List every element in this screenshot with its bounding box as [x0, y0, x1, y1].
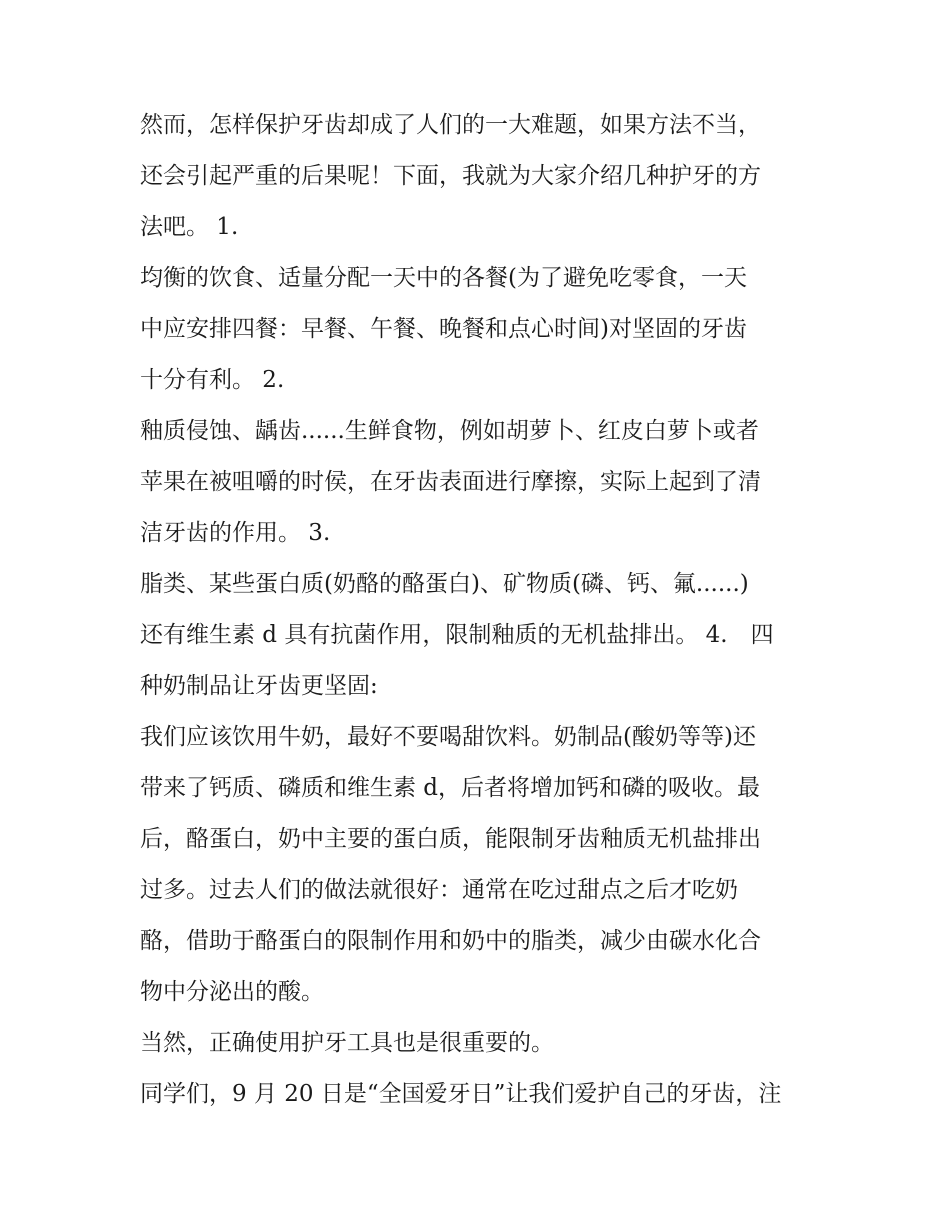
text-line: 均衡的饮食、适量分配一天中的各餐(为了避免吃零食，一天 [140, 265, 747, 291]
text-line: 我们应该饮用牛奶，最好不要喝甜饮料。奶制品(酸奶等等)还 [140, 724, 756, 750]
text-line: 然而，怎样保护牙齿却成了人们的一大难题，如果方法不当， [140, 112, 761, 138]
text-line: 物中分泌出的酸。 [140, 979, 324, 1005]
text-line: 还会引起严重的后果呢！下面，我就为大家介绍几种护牙的方 [140, 163, 761, 189]
text-line: 过多。过去人们的做法就很好：通常在吃过甜点之后才吃奶 [140, 877, 738, 903]
text-line: 脂类、某些蛋白质(奶酪的酪蛋白)、矿物质(磷、钙、氟......) [140, 571, 749, 597]
text-line: 法吧。 1. [140, 214, 239, 240]
text-line: 釉质侵蚀、龋齿......生鲜食物，例如胡萝卜、红皮白萝卜或者 [140, 418, 759, 444]
body-text [140, 100, 820, 1120]
text-line: 同学们，9 月 20 日是“全国爱牙日”让我们爱护自己的牙齿，注 [140, 1081, 782, 1107]
text-line: 带来了钙质、磷质和维生素 d，后者将增加钙和磷的吸收。最 [140, 775, 761, 801]
text-line: 还有维生素 d 具有抗菌作用，限制釉质的无机盐排出。 4. 四 [140, 622, 774, 648]
text-line: 后，酪蛋白，奶中主要的蛋白质，能限制牙齿釉质无机盐排出 [140, 826, 761, 852]
text-line: 当然，正确使用护牙工具也是很重要的。 [140, 1030, 554, 1056]
text-line: 苹果在被咀嚼的时侯，在牙齿表面进行摩擦，实际上起到了清 [140, 469, 761, 495]
text-line: 酪，借助于酪蛋白的限制作用和奶中的脂类，减少由碳水化合 [140, 928, 761, 954]
text-line: 种奶制品让牙齿更坚固: [140, 673, 378, 699]
text-line: 洁牙齿的作用。 3. [140, 520, 331, 546]
text-line: 中应安排四餐：早餐、午餐、晚餐和点心时间)对坚固的牙齿 [140, 316, 747, 342]
text-line: 十分有利。 2. [140, 367, 285, 393]
